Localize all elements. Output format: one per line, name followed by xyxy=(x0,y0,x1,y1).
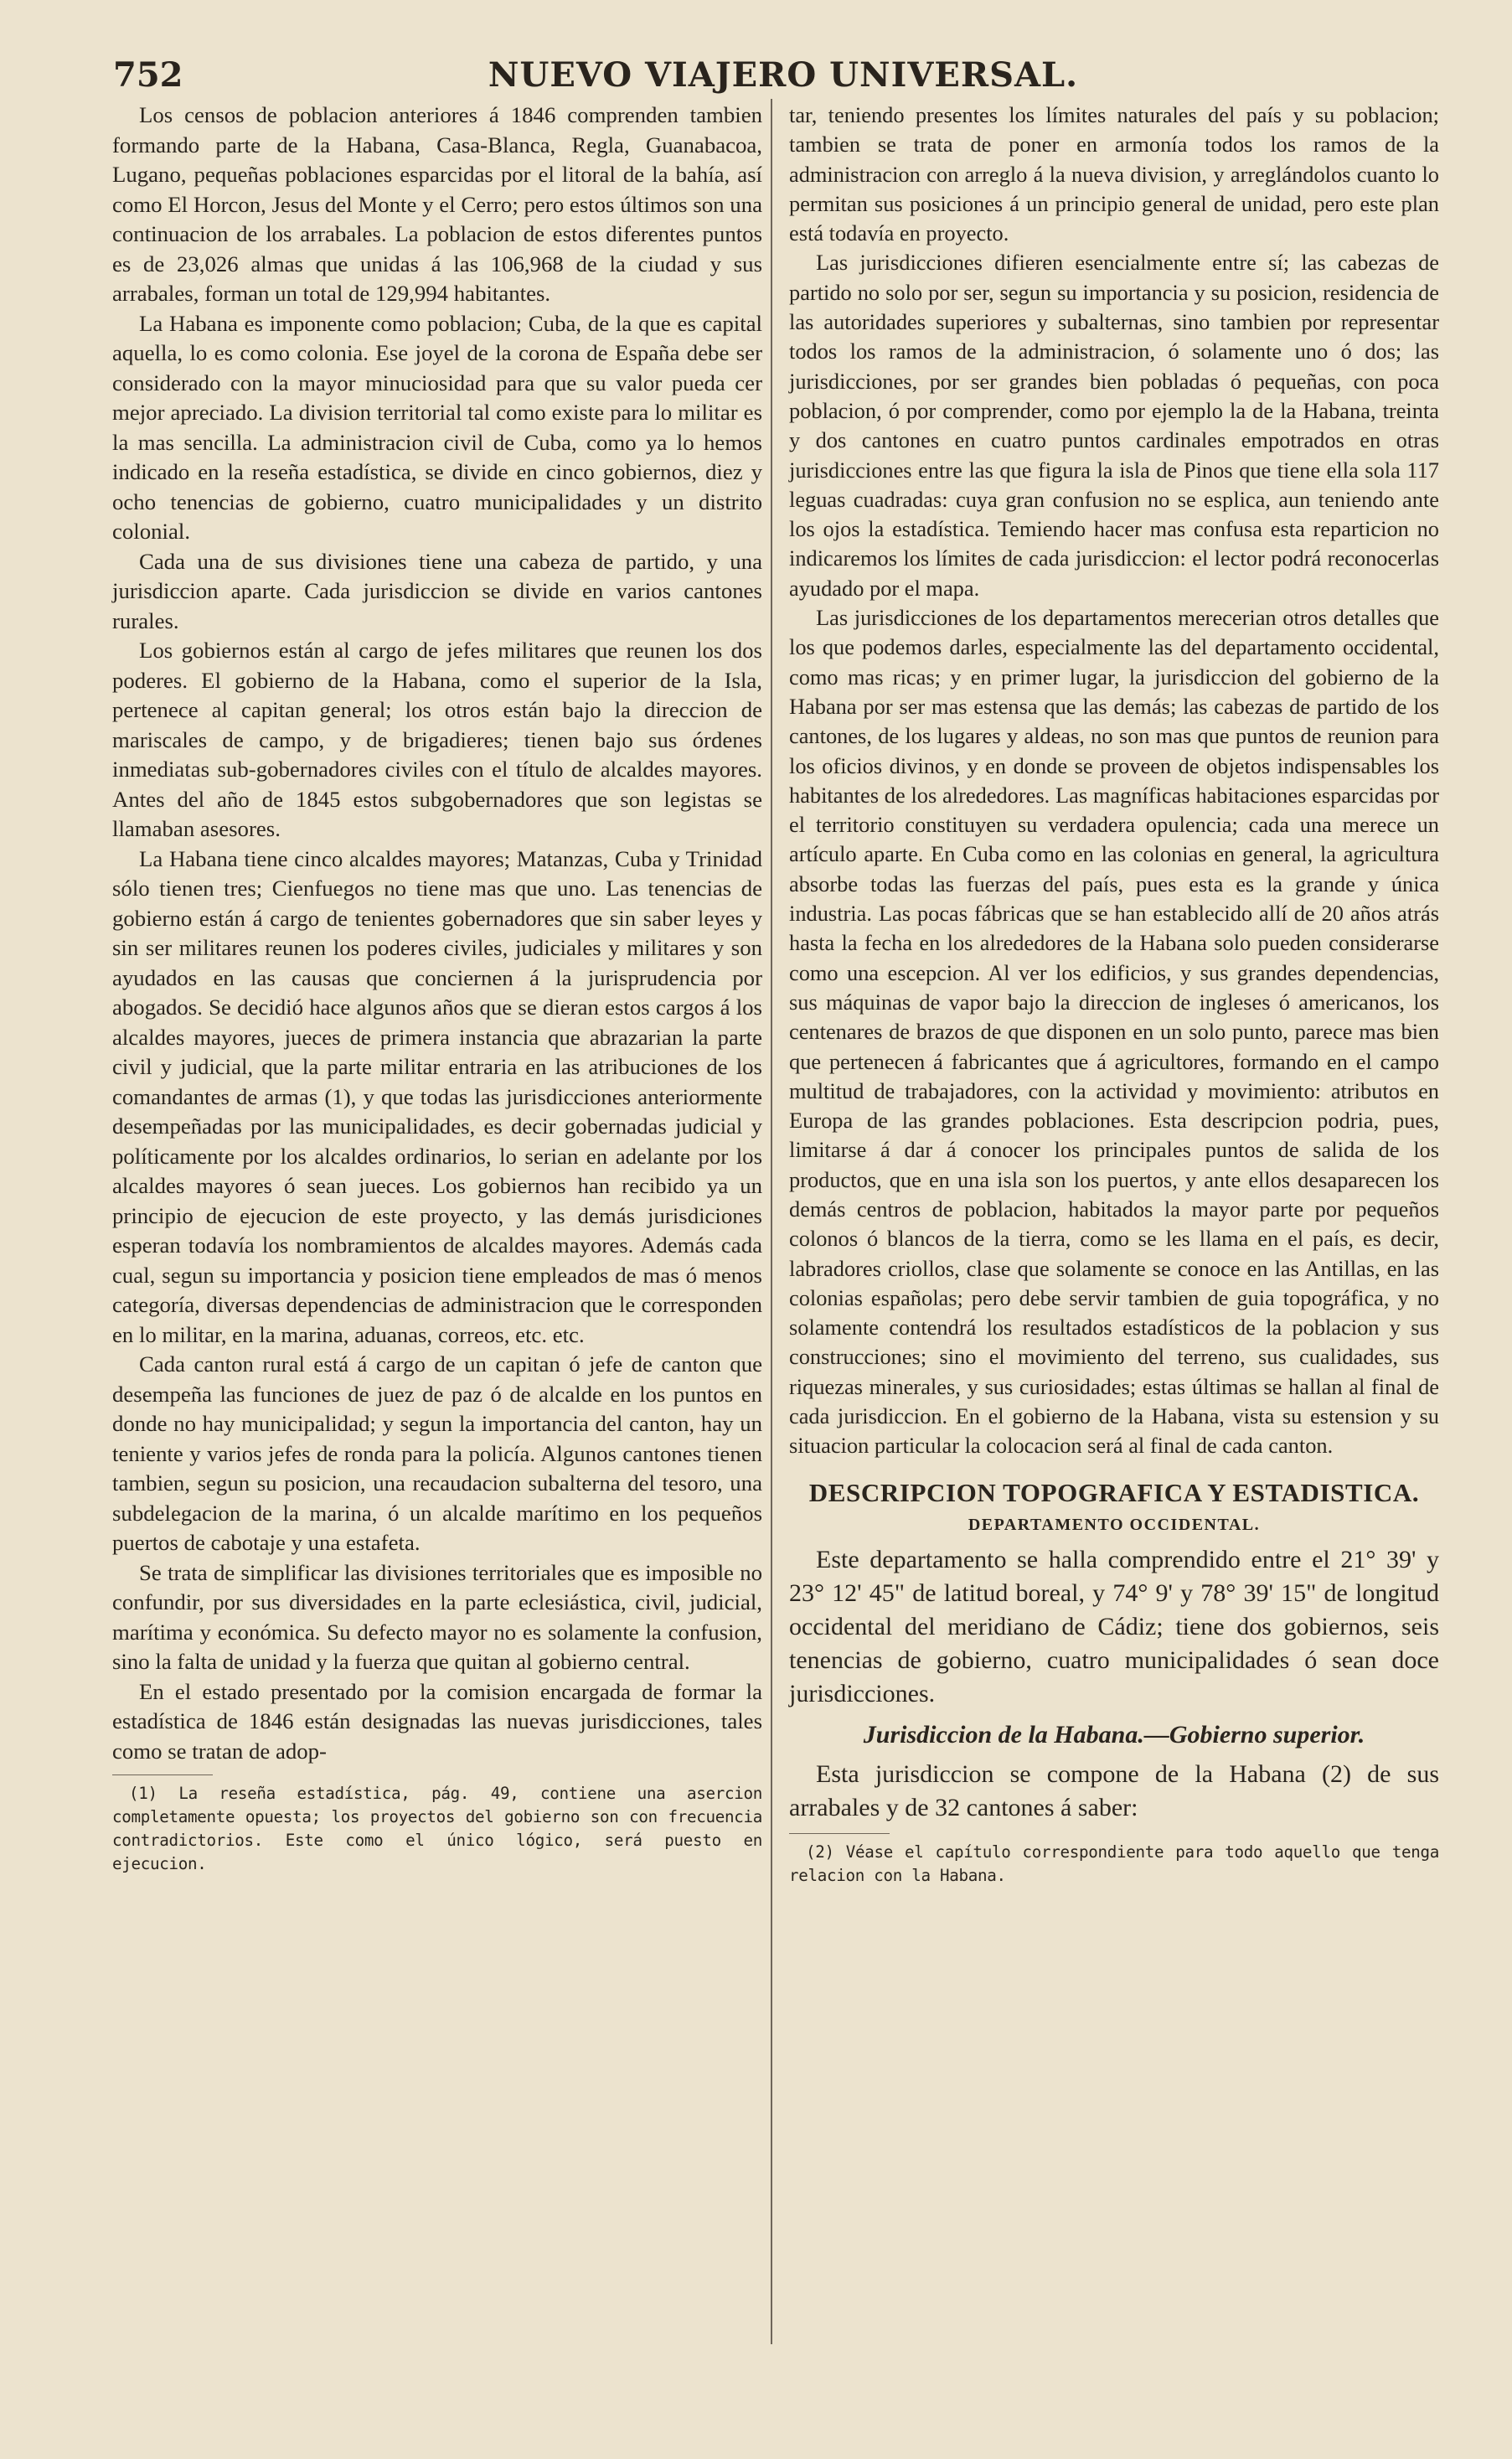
paragraph: Cada una de sus divisiones tiene una cabeza de partido, y una jurisdiccion aparte. Cada jurisdiccion se divide en varios cantones rurales. xyxy=(112,548,762,633)
left-column xyxy=(112,101,762,1876)
paragraph: Los gobiernos están al cargo de jefes militares que reunen los dos poderes. El gobierno de la Habana, como el superior de la Isla, pertenece al capitan general; los otros están bajo la direccion de mariscales de campo, y de brigadieres; tienen bajo sus órdenes inmediatas sub-gobernadores civiles con el título de alcaldes mayores. Antes del año de 1845 estos subgobernadores que son legistas se llamaban asesores. xyxy=(112,638,762,841)
paragraph: Las jurisdicciones difieren esencialmente entre sí; las cabezas de partido no solo por ser, segun su importancia y su posicion, residencia de las autoridades superiores y subalternas, sino tambien por representar todos los ramos de la administracion, ó solamente uno ó dos; las jurisdicciones, por ser grandes bien pobladas ó pequeñas, con poca poblacion, ó por comprender, como por ejemplo la de la Habana, treinta y dos cantones en cuatro puntos cardinales empotrados en otras jurisdicciones entre las que figura la isla de Pinos que tiene ella sola 117 leguas cuadradas: cuya gran confusion no se esplica, aun teniendo ante los ojos la estadística. Temiendo hacer mas confusa esta reparticion no indicaremos los límites de cada jurisdiccion: el lector podrá reconocerlas ayudado por el mapa. xyxy=(789,250,1439,601)
page-header xyxy=(113,55,1453,95)
paragraph: tar, teniendo presentes los límites naturales del país y su poblacion; tambien se trata de poner en armonía todos los ramos de la administracion con arreglo á la nueva division, y arreglándolos cuanto lo permitan sus posiciones á un principio general de unidad, pero este plan está todavía en proyecto. xyxy=(789,102,1439,246)
page-number: 752 xyxy=(113,55,183,95)
paragraph: En el estado presentado por la comision encargada de formar la estadística de 1846 están designadas las nuevas jurisdicciones, tales como se tratan de adop- xyxy=(112,1678,762,1764)
subsection-heading: Jurisdiccion de la Habana.—Gobierno superior. xyxy=(863,1720,1365,1749)
running-title: NUEVO VIAJERO UNIVERSAL. xyxy=(488,55,1079,95)
right-column xyxy=(789,101,1439,1888)
paragraph: La Habana tiene cinco alcaldes mayores; Matanzas, Cuba y Trinidad sólo tienen tres; Cienfuegos no tiene mas que uno. Las tenencias de gobierno están á cargo de tenientes gobernadores que sin saber leyes y sin ser militares reunen los poderes civiles, judiciales y militares y son ayudados en las causas que conciernen á la jurisprudencia por abogados. Se decidió hace algunos años que se dieran estos cargos á los alcaldes mayores, jueces de primera instancia que abrazarian la parte civil y judicial, que la parte militar entraria en las atribuciones de los comandantes de armas (1), y que todas las jurisdicciones anteriormente desempeñadas por las municipalidades, es decir gobernadas judicial y políticamente por los alcaldes ordinarios, lo serian en adelante por los alcaldes mayores ó sean jueces. Los gobiernos han recibido ya un principio de ejecucion de este proyecto, y las demás jurisdiciones esperan todavía los nombramientos de alcaldes mayores. Además cada cual, segun su importancia y posicion tiene empleados de mas ó menos categoría, diversas dependencias de administracion que le corresponden en lo militar, en la marina, aduanas, correos, etc. etc. xyxy=(112,845,762,1347)
section-heading: DESCRIPCION TOPOGRAFICA Y ESTADISTICA. xyxy=(808,1477,1420,1507)
paragraph: La Habana es imponente como poblacion; Cuba, de la que es capital aquella, lo es como colonia. Ese joyel de la corona de España debe ser considerado con la mayor minuciosidad para que su valor pueda cer mejor apreciado. La division territorial tal como existe para lo militar es la mas sencilla. La administracion civil de Cuba, como ya lo hemos indicado en la reseña estadística, se divide en cinco gobiernos, diez y ocho tenencias de gobierno, cuatro municipalidades y un distrito colonial. xyxy=(112,310,762,544)
footnote: (2) Véase el capítulo correspondiente para todo aquello que tenga relacion con la Habana. xyxy=(789,1842,1439,1885)
section-subheading: DEPARTAMENTO OCCIDENTAL. xyxy=(968,1515,1261,1534)
column-divider xyxy=(771,99,772,2344)
paragraph: Se trata de simplificar las divisiones territoriales que es imposible no confundir, por sus diversidades en la parte eclesiástica, civil, judicial, marítima y económica. Su defecto mayor no es solamente la confusion, sino la falta de unidad y la fuerza que quitan al gobierno central. xyxy=(112,1559,762,1674)
paragraph: Esta jurisdiccion se compone de la Habana (2) de sus arrabales y de 32 cantones á saber: xyxy=(789,1759,1439,1821)
footnote: (1) La reseña estadística, pág. 49, contiene una asercion completamente opuesta; los proyectos del gobierno son con frecuencia contradictorios. Este como el único lógico, será puesto en ejecucion. xyxy=(112,1784,762,1873)
paragraph: Las jurisdicciones de los departamentos merecerian otros detalles que los que podemos darles, especialmente las del departamento occidental, como mas ricas; y en primer lugar, la jurisdiccion del gobierno de la Habana por ser mas estensa que las demás; las cabezas de partido de los cantones, de los lugares y aldeas, no son mas que puntos de reunion para los oficios divinos, y en donde se proveen de objetos indispensables los habitantes de los alrededores. Las magníficas habitaciones esparcidas por el territorio constituyen su verdadera opulencia; cada una merece un artículo aparte. En Cuba como en las colonias en general, la agricultura absorbe todas las fuerzas del país, pues esta es la grande y única industria. Las pocas fábricas que se han establecido allí de 20 años atrás hasta la fecha en los alrededores de la Habana solo pueden considerarse como una escepcion. Al ver los edificios, y sus grandes dependencias, sus máquinas de vapor bajo la direccion de ingleses ó americanos, los centenares de brazos de que disponen en un solo punto, parece mas bien que pertenecen á fabricantes que á agricultores, formando en el campo multitud de trabajadores, con la actividad y movimiento: atributos en Europa de las grandes poblaciones. Esta descripcion podria, pues, limitarse á dar á conocer los principales puntos de salida de los productos, que en una isla son los puertos, y ante ellos desaparecen los demás centros de poblacion, habitados la mayor parte por pequeños colonos ó blancos de la tierra, como se les llama en el país, es decir, labradores criollos, clase que solamente se conoce en las Antillas, en las colonias españolas; pero debe servir tambien de guia topográfica, y no solamente contendrá los resultados estadísticos de la poblacion y sus construcciones; sino el movimiento del terreno, sus cualidades, sus riquezas minerales, y sus curiosidades; estas últimas se hallan al final de cada jurisdiccion. En el gobierno de la Habana, vista su estension y su situacion particular la colocacion será al final de cada canton. xyxy=(789,605,1439,1459)
footnote-rule xyxy=(789,1833,890,1834)
paragraph: Los censos de poblacion anteriores á 1846 comprenden tambien formando parte de la Habana, Casa-Blanca, Regla, Guanabacoa, Lugano, pequeñas poblaciones esparcidas por el litoral de la bahía, así como El Horcon, Jesus del Monte y el Cerro; pero estos últimos son una continuacion de los arrabales. La poblacion de estos diferentes puntos es de 23,026 almas que unidas á las 106,968 de la ciudad y sus arrabales, forman un total de 129,994 habitantes. xyxy=(112,102,762,306)
paragraph: Cada canton rural está á cargo de un capitan ó jefe de canton que desempeña las funciones de juez de paz ó de alcalde en los puntos en donde no hay municipalidad; y segun la importancia del canton, hay un teniente y varios jefes de ronda para la policía. Algunos cantones tienen tambien, segun su posicion, una recaudacion subalterna del tesoro, una subdelegacion de la marina, ó un alcalde marítimo en los pequeños puertos de cabotaje y una estafeta. xyxy=(112,1351,762,1555)
paragraph: Este departamento se halla comprendido entre el 21° 39' y 23° 12' 45" de latitud boreal, y 74° 9' y 78° 39' 15" de longitud occidental del meridiano de Cádiz; tiene dos gobiernos, seis tenencias de gobierno, cuatro municipalidades ó sean doce jurisdicciones. xyxy=(789,1545,1439,1707)
